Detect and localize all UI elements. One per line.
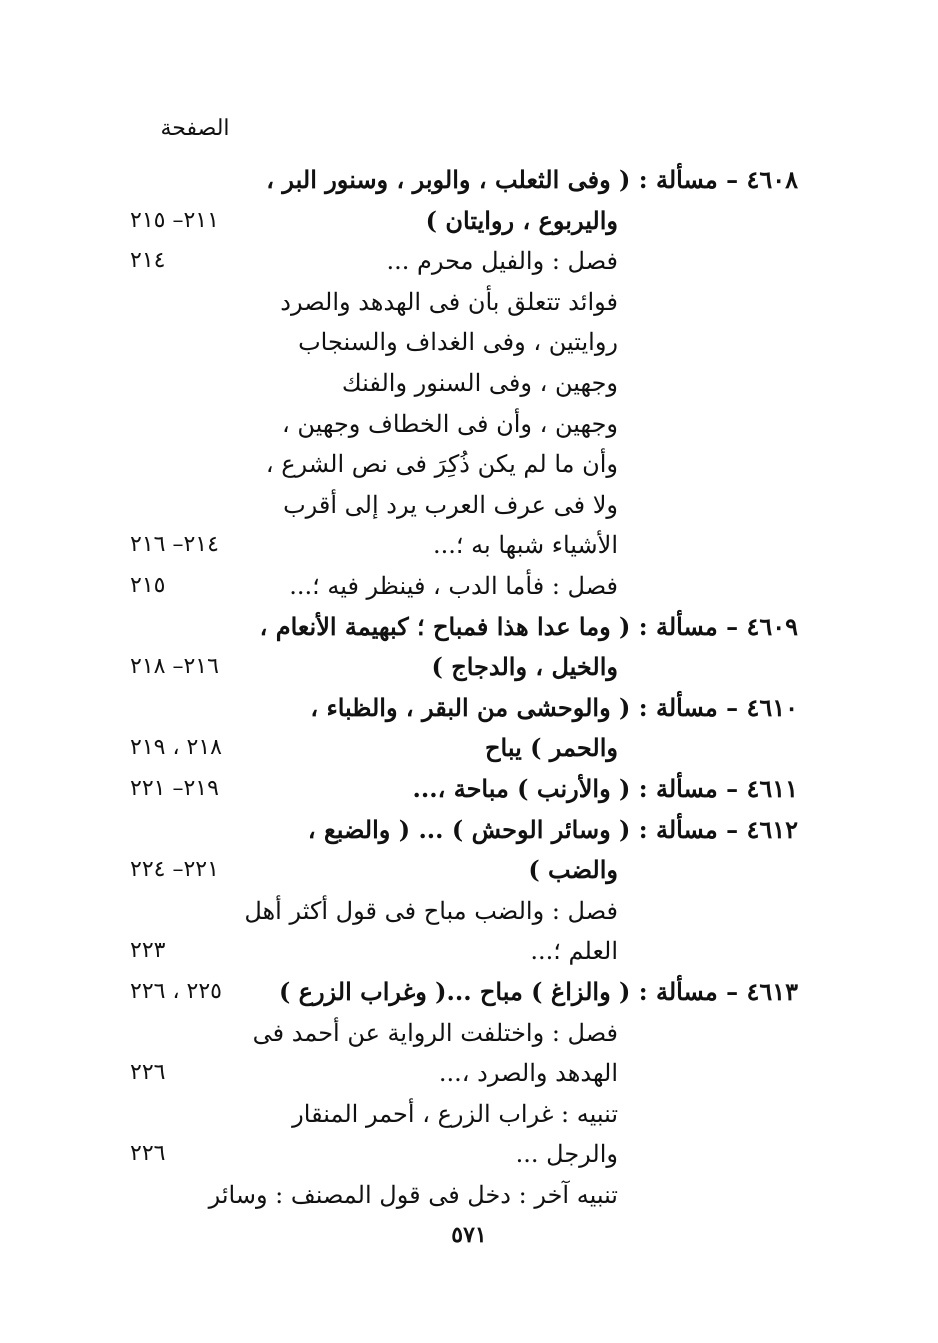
- page-reference: ٢١٤: [130, 248, 166, 273]
- entry-text: فصل : والضب مباح فى قول أكثر أهل: [244, 897, 618, 925]
- page-reference: ٢٢٣: [130, 938, 166, 963]
- entry-text: ولا فى عرف العرب يرد إلى أقرب: [283, 491, 618, 519]
- page-reference: ٢١١– ٢١٥: [130, 208, 219, 233]
- issue-entry-line: [0, 607, 938, 647]
- entry-line: [0, 728, 938, 768]
- entry-text: ٤٦١٣ – مسألة : ( والزاغ ) مباح ...( وغراب الزرع ): [278, 977, 798, 1006]
- entry-line: [0, 891, 938, 931]
- entry-text: ٤٦١٢ – مسألة : ( وسائر الوحش ) ... ( والضبع ،: [307, 815, 798, 844]
- entry-line: [0, 201, 938, 241]
- entry-line: [0, 1013, 938, 1053]
- entry-line: [0, 566, 938, 606]
- entry-text: فصل : فأما الدب ، فينظر فيه ؛...: [289, 572, 618, 600]
- entry-text: ٤٦١١ – مسألة : ( والأرنب ) مباحة ،...: [412, 774, 798, 803]
- entry-text: والرجل ...: [515, 1140, 618, 1168]
- entry-line: [0, 241, 938, 281]
- entry-text: ٤٦٠٩ – مسألة : ( وما عدا هذا فمباح ؛ كبهيمة الأنعام ،: [259, 612, 798, 641]
- entry-line: [0, 322, 938, 362]
- entry-line: [0, 444, 938, 484]
- entry-text: وجهين ، وأن فى الخطاف وجهين ،: [282, 410, 618, 438]
- page-reference: ٢٢٦: [130, 1060, 166, 1085]
- entry-text: فصل : والفيل محرم ...: [386, 247, 618, 275]
- entry-line: [0, 1134, 938, 1174]
- entry-text: فصل : واختلفت الرواية عن أحمد فى: [252, 1019, 618, 1047]
- entry-text: ٤٦١٠ – مسألة : ( والوحشى من البقر ، والظباء ،: [310, 693, 798, 722]
- entry-text: وجهين ، وفى السنور والفنك: [341, 369, 618, 397]
- entry-line: [0, 1094, 938, 1134]
- entry-text: العلم ؛...: [530, 937, 618, 965]
- issue-entry-line: [0, 688, 938, 728]
- entry-line: [0, 850, 938, 890]
- page-reference: ٢١٩– ٢٢١: [130, 776, 219, 801]
- entry-text: والخيل ، والدجاج ): [431, 652, 618, 681]
- page-reference: ٢١٥: [130, 573, 166, 598]
- entry-line: [0, 647, 938, 687]
- entry-text: الهدهد والصرد ،...: [438, 1059, 618, 1087]
- entry-text: واليربوع ، روايتان ): [425, 206, 618, 235]
- issue-entry-line: [0, 972, 938, 1012]
- issue-entry-line: [0, 810, 938, 850]
- issue-entry-line: [0, 769, 938, 809]
- entry-text: والحمر ) يباح: [485, 733, 618, 762]
- entry-line: [0, 525, 938, 565]
- page-number: ٥٧١: [451, 1222, 487, 1248]
- entry-line: [0, 1175, 938, 1215]
- entry-text: روايتين ، وفى الغداف والسنجاب: [298, 328, 618, 356]
- issue-entry-line: [0, 160, 938, 200]
- entry-line: [0, 404, 938, 444]
- entry-text: وأن ما لم يكن ذُكِرَ فى نص الشرع ،: [265, 450, 618, 478]
- entry-line: [0, 1053, 938, 1093]
- page-reference: ٢٢١– ٢٢٤: [130, 857, 219, 882]
- page-reference: ٢١٤– ٢١٦: [130, 532, 219, 557]
- page-reference: ٢٢٥ ، ٢٢٦: [130, 979, 222, 1004]
- page-reference: ٢٢٦: [130, 1141, 166, 1166]
- entry-line: [0, 485, 938, 525]
- entry-line: [0, 931, 938, 971]
- entry-text: تنبيه آخر : دخل فى قول المصنف : وسائر: [208, 1181, 618, 1209]
- page-column-label: الصفحة: [160, 116, 230, 141]
- entry-line: [0, 282, 938, 322]
- page-reference: ٢١٨ ، ٢١٩: [130, 735, 222, 760]
- entry-text: الأشياء شبها به ؛...: [433, 531, 618, 559]
- entry-text: تنبيه : غراب الزرع ، أحمر المنقار: [292, 1100, 618, 1128]
- page-reference: ٢١٦– ٢١٨: [130, 654, 219, 679]
- entry-text: والضب ): [528, 855, 618, 884]
- entry-text: فوائد تتعلق بأن فى الهدهد والصرد: [280, 288, 618, 316]
- entry-line: [0, 363, 938, 403]
- entry-text: ٤٦٠٨ – مسألة : ( وفى الثعلب ، والوبر ، وسنور البر ،: [266, 165, 798, 194]
